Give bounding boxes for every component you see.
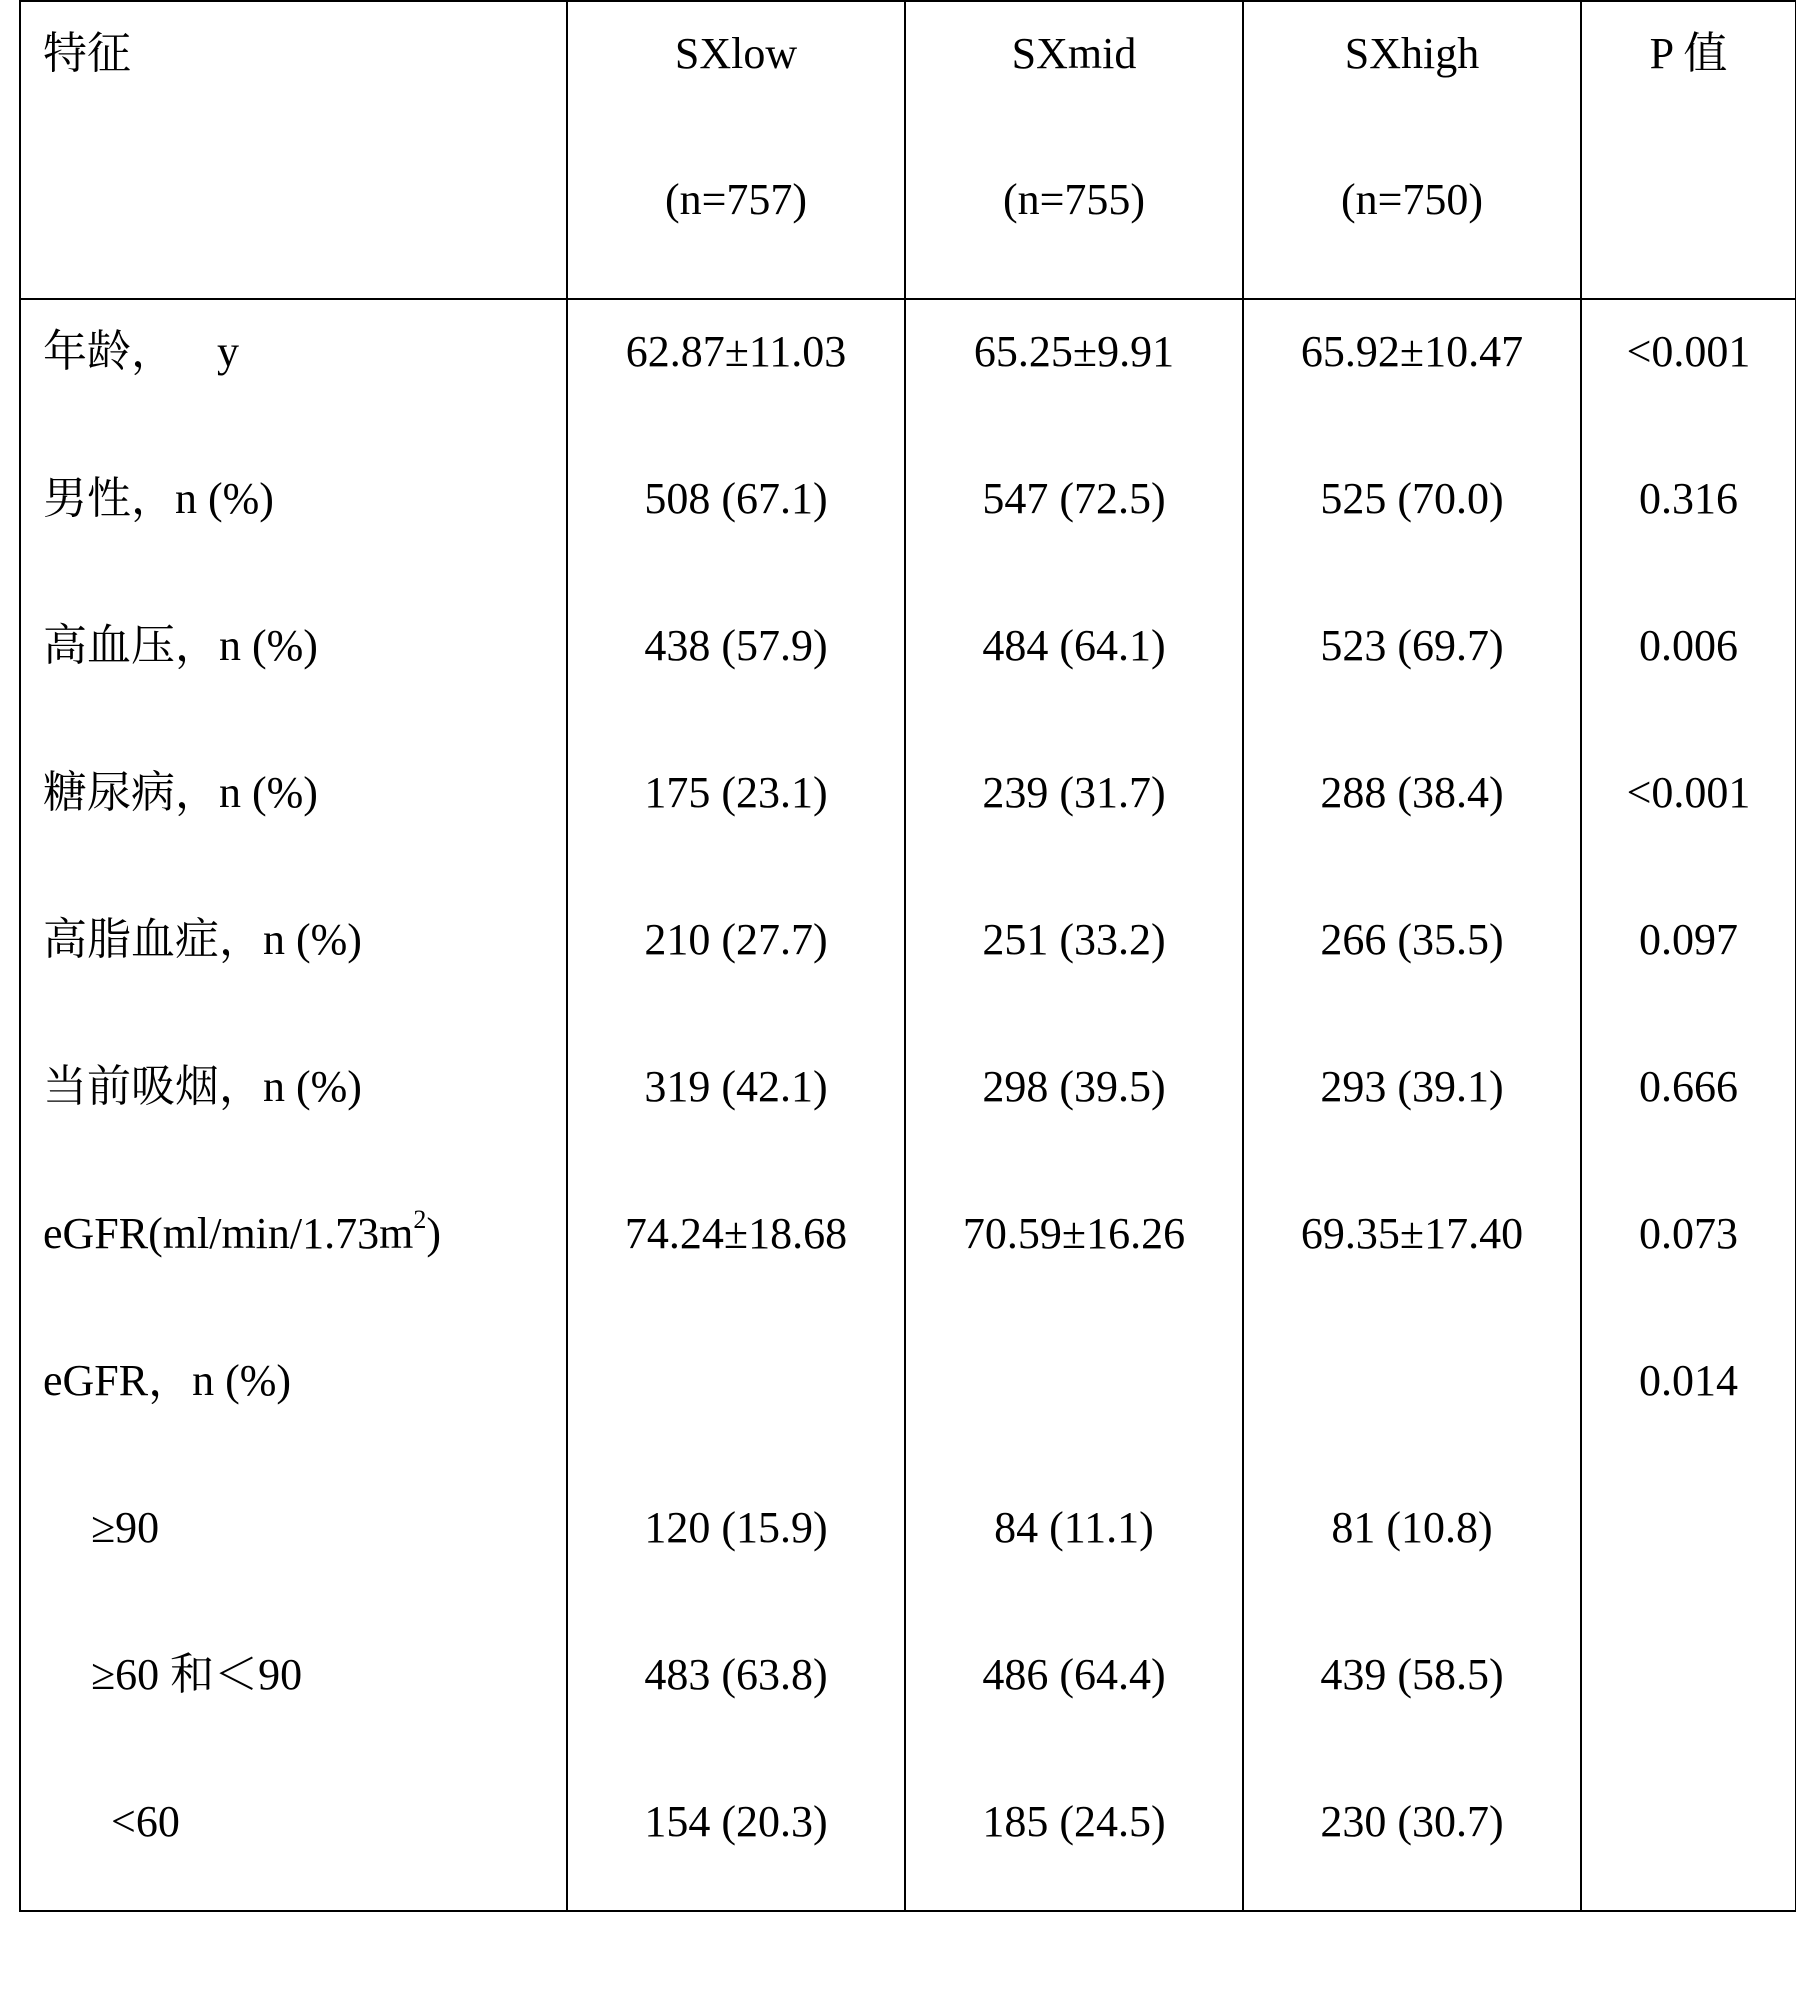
row-label-cell bbox=[20, 741, 567, 888]
row-label-cell bbox=[20, 1035, 567, 1182]
table-row bbox=[20, 1623, 1796, 1770]
cell-p-value bbox=[1581, 1476, 1796, 1623]
cell-sxlow: 210 (27.7) bbox=[567, 888, 905, 1035]
row-label-unit: y bbox=[217, 327, 239, 376]
header-sxlow-cell bbox=[567, 1, 905, 299]
row-label: eGFR(ml/min/1.73m bbox=[43, 1209, 414, 1258]
cell-sxhigh: 523 (69.7) bbox=[1243, 594, 1581, 741]
header-sxmid-cell bbox=[905, 1, 1243, 299]
table-row bbox=[20, 1476, 1796, 1623]
row-label: 高血压，n (%) bbox=[43, 621, 318, 670]
row-label: ≥90 bbox=[91, 1503, 160, 1552]
cell-sxmid: 251 (33.2) bbox=[905, 888, 1243, 1035]
cell-p-value: 0.097 bbox=[1581, 888, 1796, 1035]
table-row bbox=[20, 741, 1796, 888]
header-sxhigh-cell bbox=[1243, 1, 1581, 299]
table-row bbox=[20, 1182, 1796, 1329]
row-label: 高脂血症，n (%) bbox=[43, 915, 362, 964]
table-row bbox=[20, 1329, 1796, 1476]
cell-sxhigh: 65.92±10.47 bbox=[1243, 299, 1581, 447]
cell-sxmid: 298 (39.5) bbox=[905, 1035, 1243, 1182]
cell-sxhigh: 288 (38.4) bbox=[1243, 741, 1581, 888]
table-row bbox=[20, 1035, 1796, 1182]
cell-sxhigh: 293 (39.1) bbox=[1243, 1035, 1581, 1182]
cell-sxmid: 239 (31.7) bbox=[905, 741, 1243, 888]
cell-p-value: <0.001 bbox=[1581, 741, 1796, 888]
characteristics-table bbox=[19, 0, 1796, 1912]
table-header-row bbox=[20, 1, 1796, 299]
header-group-name: SXhigh bbox=[1344, 29, 1480, 78]
cell-sxmid: 84 (11.1) bbox=[905, 1476, 1243, 1623]
cell-sxhigh: 439 (58.5) bbox=[1243, 1623, 1581, 1770]
cell-sxlow: 62.87±11.03 bbox=[567, 299, 905, 447]
cell-sxmid: 65.25±9.91 bbox=[905, 299, 1243, 447]
table-row bbox=[20, 299, 1796, 447]
row-label-cell bbox=[20, 1329, 567, 1476]
header-p-value-cell bbox=[1581, 1, 1796, 299]
cell-sxlow: 74.24±18.68 bbox=[567, 1182, 905, 1329]
cell-sxlow: 120 (15.9) bbox=[567, 1476, 905, 1623]
cell-p-value bbox=[1581, 1623, 1796, 1770]
cell-p-value: 0.316 bbox=[1581, 447, 1796, 594]
row-label: ≥60 和＜90 bbox=[91, 1650, 303, 1699]
row-label-cell bbox=[20, 1770, 567, 1911]
cell-sxhigh: 525 (70.0) bbox=[1243, 447, 1581, 594]
cell-sxlow: 438 (57.9) bbox=[567, 594, 905, 741]
table-row bbox=[20, 888, 1796, 1035]
cell-sxmid: 484 (64.1) bbox=[905, 594, 1243, 741]
cell-sxlow: 154 (20.3) bbox=[567, 1770, 905, 1911]
header-feature: 特征 bbox=[43, 29, 131, 78]
header-group-n: (n=757) bbox=[664, 175, 808, 224]
cell-sxmid bbox=[905, 1329, 1243, 1476]
cell-sxhigh: 230 (30.7) bbox=[1243, 1770, 1581, 1911]
cell-sxmid: 70.59±16.26 bbox=[905, 1182, 1243, 1329]
cell-sxmid: 185 (24.5) bbox=[905, 1770, 1243, 1911]
cell-p-value: 0.073 bbox=[1581, 1182, 1796, 1329]
cell-p-value: 0.006 bbox=[1581, 594, 1796, 741]
cell-sxhigh bbox=[1243, 1329, 1581, 1476]
row-label-cell bbox=[20, 447, 567, 594]
row-label-cell bbox=[20, 888, 567, 1035]
header-group-name: SXmid bbox=[1011, 29, 1137, 78]
cell-sxhigh: 69.35±17.40 bbox=[1243, 1182, 1581, 1329]
row-label: 糖尿病，n (%) bbox=[43, 768, 318, 817]
cell-p-value: 0.666 bbox=[1581, 1035, 1796, 1182]
row-label: eGFR，n (%) bbox=[43, 1356, 292, 1405]
cell-sxmid: 547 (72.5) bbox=[905, 447, 1243, 594]
table-row bbox=[20, 594, 1796, 741]
row-label: 男性，n (%) bbox=[43, 474, 274, 523]
cell-sxlow: 508 (67.1) bbox=[567, 447, 905, 594]
cell-sxlow: 175 (23.1) bbox=[567, 741, 905, 888]
cell-p-value: 0.014 bbox=[1581, 1329, 1796, 1476]
header-group-n: (n=755) bbox=[1002, 175, 1146, 224]
cell-sxmid: 486 (64.4) bbox=[905, 1623, 1243, 1770]
row-label: <60 bbox=[111, 1797, 180, 1846]
header-group-name: SXlow bbox=[674, 29, 798, 78]
row-label: 年龄， bbox=[43, 327, 175, 376]
cell-p-value bbox=[1581, 1770, 1796, 1911]
row-label-cell bbox=[20, 594, 567, 741]
cell-p-value: <0.001 bbox=[1581, 299, 1796, 447]
row-label-cell bbox=[20, 1623, 567, 1770]
row-label: 当前吸烟，n (%) bbox=[43, 1062, 362, 1111]
row-label-cell bbox=[20, 1476, 567, 1623]
row-label-superscript: 2 bbox=[413, 1205, 427, 1235]
row-label-cell bbox=[20, 1182, 567, 1329]
cell-sxlow: 483 (63.8) bbox=[567, 1623, 905, 1770]
header-p-value: P 值 bbox=[1649, 29, 1728, 78]
table-row bbox=[20, 447, 1796, 594]
cell-sxhigh: 266 (35.5) bbox=[1243, 888, 1581, 1035]
header-feature-cell bbox=[20, 1, 567, 299]
cell-sxlow bbox=[567, 1329, 905, 1476]
cell-sxlow: 319 (42.1) bbox=[567, 1035, 905, 1182]
header-group-n: (n=750) bbox=[1340, 175, 1484, 224]
row-label-end: ) bbox=[426, 1209, 442, 1258]
table-row bbox=[20, 1770, 1796, 1911]
cell-sxhigh: 81 (10.8) bbox=[1243, 1476, 1581, 1623]
row-label-cell bbox=[20, 299, 567, 447]
